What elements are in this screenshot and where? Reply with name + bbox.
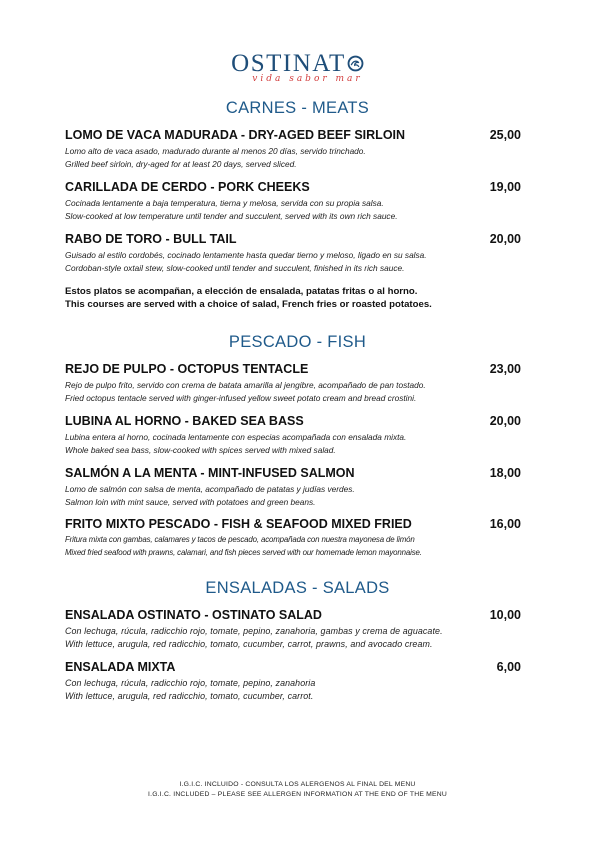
item-description [65, 249, 525, 274]
item-name: RABO DE TORO - BULL TAIL [65, 232, 237, 246]
item-price: 6,00 [496, 660, 521, 674]
item-description [65, 379, 525, 404]
item-name: LOMO DE VACA MADURADA - DRY-AGED BEEF SIRLOIN [65, 128, 406, 142]
description-en: Fried octopus tentacle served with ginger-infused yellow sweet potato cream and bread crostini. [65, 392, 417, 403]
wave-o-icon [347, 55, 364, 72]
logo-text: OSTINAT [231, 50, 346, 77]
menu-item-salmon [65, 466, 525, 508]
description-es: Cocinada lentamente a baja temperatura, tierna y melosa, servida con su propia salsa. [65, 198, 384, 208]
item-name: REJO DE PULPO - OCTOPUS TENTACLE [65, 362, 309, 376]
item-price: 19,00 [489, 180, 521, 194]
menu-item-pork-cheeks [65, 180, 525, 222]
item-name: SALMÓN A LA MENTA - MINT-INFUSED SALMON [65, 466, 355, 480]
item-description [65, 677, 525, 703]
item-description [65, 197, 525, 222]
description-es: Lomo de salmón con salsa de menta, acompañado de patatas y judías verdes. [65, 484, 355, 494]
description-es: Con lechuga, rúcula, radicchio rojo, tomate, pepino, zanahoria [65, 678, 316, 688]
description-en: Slow-cooked at low temperature until tender and succulent, served with its own rich sauce. [65, 210, 398, 221]
item-name: LUBINA AL HORNO - BAKED SEA BASS [65, 414, 304, 428]
item-price: 16,00 [489, 517, 521, 531]
item-name: FRITO MIXTO PESCADO - FISH & SEAFOOD MIXED FRIED [65, 517, 412, 531]
description-en: Cordoban-style oxtail stew, slow-cooked until tender and succulent, finished in its rich sauce. [65, 262, 405, 273]
description-en: Grilled beef sirloin, dry-aged for at least 20 days, served sliced. [65, 158, 297, 169]
section-title-fish: PESCADO - FISH [228, 333, 367, 351]
item-description [65, 145, 525, 170]
menu-item-ostinato-salad [65, 608, 525, 651]
footer-note [0, 780, 595, 800]
item-description [65, 431, 525, 456]
menu-item-mixed-fried [65, 517, 525, 559]
description-es: Fritura mixta con gambas, calamares y tacos de pescado, acompañada con nuestra mayonesa de limón [65, 535, 415, 544]
description-en: With lettuce, arugula, red radicchio, tomato, cucumber, carrot. [65, 691, 314, 701]
menu-item-sirloin [65, 128, 525, 170]
description-es: Lubina entera al horno, cocinada lentamente con especias acompañada con ensalada mixta. [65, 432, 407, 442]
item-name: ENSALADA MIXTA [65, 660, 176, 674]
menu-item-sea-bass [65, 414, 525, 456]
item-description [65, 625, 525, 651]
menu-item-mixed-salad [65, 660, 525, 703]
section-title-salads: ENSALADAS - SALADS [205, 579, 390, 597]
description-es: Rejo de pulpo frito, servido con crema de batata amarilla al jengibre, acompañado de pan tostado. [65, 380, 426, 390]
note-en: This courses are served with a choice of salad, French fries or roasted potatoes. [65, 299, 432, 310]
item-price: 18,00 [489, 466, 521, 480]
description-en: Whole baked sea bass, slow-cooked with spices served with mixed salad. [65, 444, 336, 455]
footer-line-es: I.G.I.C. INCLUIDO - CONSULTA LOS ALERGENOS AL FINAL DEL MENU [179, 781, 416, 788]
section-title-meats: CARNES - MEATS [225, 99, 370, 117]
description-es: Guisado al estilo cordobés, cocinado lentamente hasta quedar tierno y meloso, ligado en su salsa. [65, 250, 427, 260]
menu-item-bull-tail [65, 232, 525, 274]
description-es: Con lechuga, rúcula, radicchio rojo, tomate, pepino, zanahoria, gambas y crema de aguacate. [65, 626, 443, 636]
logo-wordmark [231, 50, 364, 77]
side-dish-note [65, 285, 535, 311]
description-es: Lomo alto de vaca asado, madurado durante al menos 20 días, servido trinchado. [65, 146, 366, 156]
description-en: With lettuce, arugula, red radicchio, tomato, cucumber, carrot, prawns, and avocado cream. [65, 639, 433, 649]
item-price: 20,00 [489, 414, 521, 428]
item-price: 20,00 [489, 232, 521, 246]
item-name: ENSALADA OSTINATO - OSTINATO SALAD [65, 608, 322, 622]
item-description [65, 534, 525, 559]
logo-tagline: vida sabor mar [252, 74, 363, 84]
note-es: Estos platos se acompañan, a elección de ensalada, patatas fritas o al horno. [65, 286, 418, 297]
item-description [65, 483, 525, 508]
item-price: 23,00 [489, 362, 521, 376]
footer-line-en: I.G.I.C. INCLUDED – PLEASE SEE ALLERGEN INFORMATION AT THE END OF THE MENU [148, 791, 447, 798]
description-en: Salmon loin with mint sauce, served with potatoes and green beans. [65, 496, 316, 507]
item-name: CARILLADA DE CERDO - PORK CHEEKS [65, 180, 310, 194]
item-price: 10,00 [489, 608, 521, 622]
logo [0, 50, 595, 84]
item-price: 25,00 [489, 128, 521, 142]
description-en: Mixed fried seafood with prawns, calamari, and fish pieces served with our homemade lemon mayonnaise. [65, 547, 422, 557]
menu-item-octopus [65, 362, 525, 404]
